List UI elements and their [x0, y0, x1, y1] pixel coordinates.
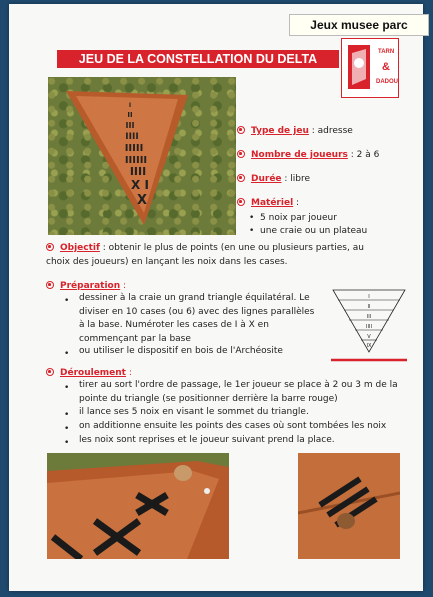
deroulement-bullet-1: tirer au sort l'ordre de passage, le 1er joueur se place à 2 ou 3 m de la pointe du triangle (se positionner derrière la barre rouge) — [79, 380, 398, 404]
logo-text-1: TARN — [378, 49, 395, 55]
numeral-3: III — [125, 121, 135, 130]
logo-text-3: DADOU — [376, 79, 398, 85]
bullet-icon — [46, 243, 54, 251]
svg-text:IX: IX — [366, 343, 372, 349]
bullet-icon — [237, 174, 245, 182]
numeral-9: X — [136, 193, 148, 208]
bullet-icon — [237, 198, 245, 206]
deroulement-heading: Déroulement : — [46, 367, 132, 379]
deroulement-bullet-2: il lance ses 5 noix en visant le sommet du triangle. — [79, 407, 309, 417]
preparation-label: Préparation — [60, 281, 121, 291]
info-materiel-value: : — [293, 198, 300, 208]
info-players-label: Nombre de joueurs — [251, 150, 348, 160]
bullet-icon — [237, 126, 245, 134]
numeral-8: X I — [131, 178, 149, 192]
info-materiel — [237, 197, 299, 209]
materiel-item-1: • 5 noix par joueur — [249, 213, 337, 223]
info-players — [237, 149, 379, 161]
triangle-diagram — [329, 288, 409, 364]
objectif-label: Objectif — [60, 243, 100, 253]
preparation-heading: Préparation : — [46, 280, 126, 292]
numeral-4: IIII — [125, 132, 139, 142]
svg-text:IIII: IIII — [366, 324, 372, 330]
info-duration — [237, 173, 310, 185]
nut-on-board-image — [298, 453, 400, 559]
corner-tag: Jeux musee parc — [289, 14, 429, 36]
objectif-line1: : obtenir le plus de points (en une ou plusieurs parties, au — [99, 243, 364, 253]
photo-wooden-triangle — [48, 77, 236, 235]
title-banner: JEU DE LA CONSTELLATION DU DELTA — [57, 50, 339, 68]
bullet-icon — [46, 368, 54, 376]
info-duration-value: : libre — [281, 174, 311, 184]
info-sheet: Jeux musee parc JEU DE LA CONSTELLATION DU DELTA TARN & DADOU I II III IIII IIIII IIIIII IIII X I X Type de jeu : adresse Nombre de joueurs : 2 à 6 Durée : libre Matériel : • 5 noix par joueur • une craie ou un plateau Objectif : obtenir le plus de points (en une ou plusieurs parties, au choix des joueurs) en lançant les noix dans les cases. Préparation : • dessiner à la craie un grand triangle équilatéral. Le diviser en 10 cases (ou 6) avec des lignes parallèles à la base. Numéroter les cases de I à X en commençant par la base • ou utiliser le dispositif en bois de l'Archéosite I II III IIII V IX Déroulement : • tirer au sort l'ordre de passage, le 1er joueur se place à 2 ou 3 m de la pointe du triangle (se positionner derrière la barre rouge) • il lance ses 5 noix en visant le sommet du triangle. • on additionne ensuite les points des cases où sont tombées les noix • les noix sont reprises et le joueur suivant prend la place. — [9, 4, 423, 591]
deroulement-bullet-3: on additionne ensuite les points des cases où sont tombées les noix — [79, 421, 387, 431]
deroulement-label: Déroulement — [60, 368, 126, 378]
bullet-icon — [46, 281, 54, 289]
numeral-1: I — [128, 102, 132, 109]
board-closeup-image — [47, 453, 229, 559]
objectif-line2: choix des joueurs) en lançant les noix dans les cases. — [46, 256, 288, 267]
svg-text:II: II — [367, 304, 371, 310]
photo-board-closeup — [47, 453, 229, 559]
info-type-value: : adresse — [308, 126, 353, 136]
info-type — [237, 125, 353, 137]
preparation-bullet-1: dessiner à la craie un grand triangle équilatéral. Le diviser en 10 cases (ou 6) avec des lignes parallèles à la base. Numéroter les cases de I à X en commençant par la base — [79, 293, 315, 344]
info-materiel-label: Matériel — [251, 198, 294, 208]
svg-text:I: I — [368, 294, 370, 300]
photo-nut-on-board — [298, 453, 400, 559]
info-duration-label: Durée — [251, 174, 282, 184]
info-players-value: : 2 à 6 — [347, 150, 380, 160]
numeral-6: IIIIII — [124, 155, 148, 166]
preparation-bullet-2: ou utiliser le dispositif en bois de l'Archéosite — [79, 346, 283, 356]
numeral-5: IIIII — [124, 143, 144, 154]
logo-text-2: & — [382, 61, 390, 73]
svg-text:III: III — [366, 314, 372, 320]
bullet-icon — [237, 150, 245, 158]
deroulement-bullet-4: les noix sont reprises et le joueur suivant prend la place. — [79, 435, 335, 445]
objectif-paragraph — [46, 242, 411, 269]
info-type-label: Type de jeu — [251, 126, 309, 136]
logo — [341, 38, 399, 98]
numeral-7: IIII — [129, 165, 147, 178]
svg-text:V: V — [367, 334, 371, 340]
numeral-2: II — [127, 111, 133, 119]
materiel-item-2: • une craie ou un plateau — [249, 226, 368, 236]
wooden-triangle-image — [48, 77, 236, 235]
